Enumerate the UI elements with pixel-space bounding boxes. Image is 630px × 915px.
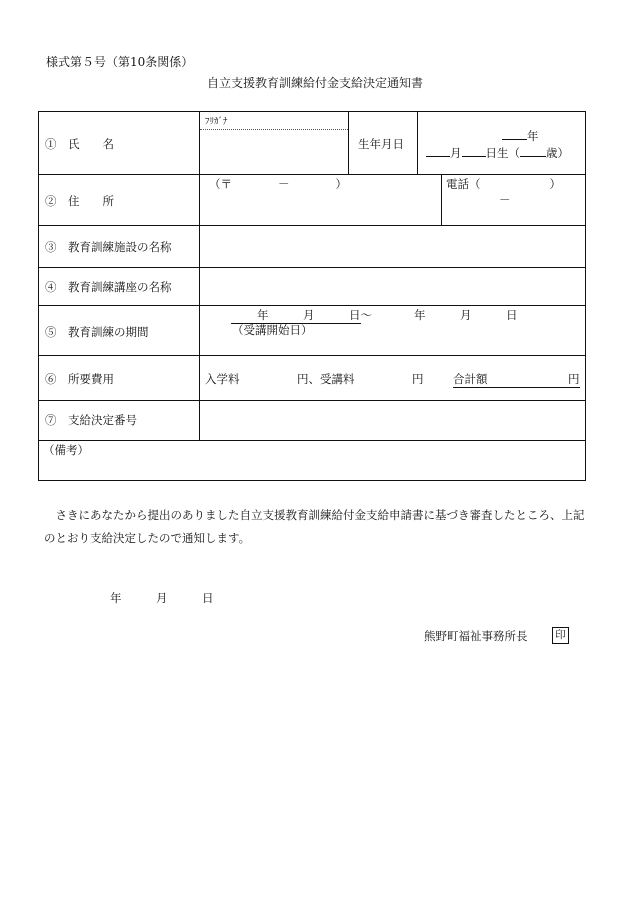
column-divider xyxy=(417,112,418,174)
row-divider xyxy=(39,355,585,356)
notice-form-table xyxy=(38,111,586,481)
column-divider xyxy=(441,174,442,225)
row-divider xyxy=(39,400,585,401)
document-title: 自立支援教育訓練給付金支給決定通知書 xyxy=(206,76,423,90)
phone-dash: － xyxy=(499,193,511,207)
furigana-label: ﾌﾘｶﾞﾅ xyxy=(205,117,228,127)
decision-number-label: ⑦ 支給決定番号 xyxy=(45,413,137,427)
issue-date: 年 月 日 xyxy=(110,591,214,605)
row-divider xyxy=(39,267,585,268)
issuer-name: 熊野町福祉事務所長 xyxy=(424,629,528,643)
birthdate-label: 生年月日 xyxy=(358,137,404,151)
column-divider xyxy=(199,112,200,440)
fees-field: 入学料 円、受講料 円 xyxy=(205,372,424,386)
course-name-label: ④ 教育訓練講座の名称 xyxy=(45,280,172,294)
column-divider xyxy=(348,112,349,174)
total-amount-field: 合計額 円 xyxy=(453,372,580,386)
row-divider xyxy=(39,440,585,441)
form-number-label: 様式第５号（第10条関係） xyxy=(46,55,194,69)
address-label: ② 住 所 xyxy=(45,194,114,208)
period-start-note: （受講開始日） xyxy=(232,323,313,337)
training-period-label: ⑤ 教育訓練の期間 xyxy=(45,325,149,339)
birth-year-field: 年 xyxy=(502,128,539,144)
row-divider xyxy=(39,174,585,175)
seal-stamp: 印 xyxy=(552,627,569,644)
remarks-label: （備考） xyxy=(43,443,89,457)
row-divider xyxy=(39,305,585,306)
row-divider xyxy=(39,225,585,226)
birth-month-day-field: 月 日生（ 歳） xyxy=(426,145,569,161)
period-start-date: 年 月 日～ xyxy=(231,307,372,324)
costs-label: ⑥ 所要費用 xyxy=(45,372,114,386)
period-end-date: 年 月 日 xyxy=(414,308,518,322)
facility-name-label: ③ 教育訓練施設の名称 xyxy=(45,240,172,254)
furigana-divider xyxy=(200,129,348,130)
name-label: ① 氏 名 xyxy=(45,137,114,151)
postal-code-field: （〒 － ） xyxy=(209,177,347,191)
phone-field: 電話（ ） xyxy=(446,177,561,191)
notice-body-text: さきにあなたから提出のありました自立支援教育訓練給付金支給申請書に基づき審査したところ、上記のとおり支給決定したので通知します。 xyxy=(44,508,585,545)
